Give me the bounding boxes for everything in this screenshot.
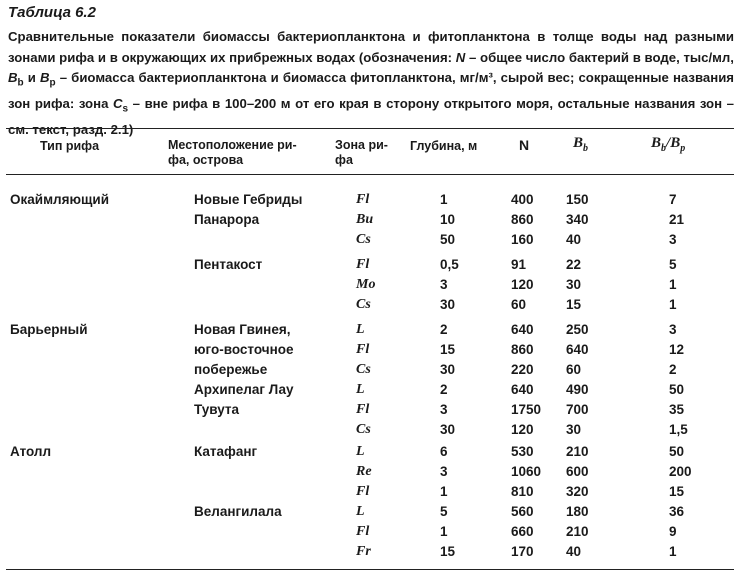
table-bottom-rule [6, 569, 734, 570]
location-label: Тувута [194, 402, 239, 417]
bb-cell: 30 [566, 277, 582, 292]
depth-cell: 30 [440, 297, 456, 312]
bb-cell: 600 [566, 464, 589, 479]
depth-cell: 6 [440, 444, 448, 459]
caption-text: – общее число бактерий в воде, тыс/мл, [465, 49, 734, 65]
bb-cell: 210 [566, 524, 589, 539]
zone-cell: L [356, 444, 365, 459]
location-label: Новая Гвинея, [194, 322, 291, 337]
ratio-cell: 1 [669, 297, 677, 312]
bb-cell: 180 [566, 504, 589, 519]
zone-cell: Fl [356, 402, 370, 417]
n-cell: 860 [511, 212, 534, 227]
caption-subscript: s [122, 103, 129, 115]
bb-cell: 40 [566, 232, 582, 247]
header-ratio-subscript: p [680, 143, 686, 154]
ratio-cell: 2 [669, 362, 677, 377]
n-cell: 91 [511, 257, 527, 272]
header-zone-line: Зона ри- [335, 138, 388, 152]
depth-cell: 30 [440, 422, 456, 437]
n-cell: 1060 [511, 464, 542, 479]
header-ratio [651, 136, 685, 156]
ratio-cell: 15 [669, 484, 685, 499]
bb-cell: 250 [566, 322, 589, 337]
zone-cell: Fl [356, 192, 370, 207]
header-bb-subscript: b [583, 143, 589, 154]
n-cell: 560 [511, 504, 534, 519]
ratio-cell: 50 [669, 444, 685, 459]
zone-cell: Fl [356, 257, 370, 272]
ratio-cell: 9 [669, 524, 677, 539]
zone-cell: Cs [356, 297, 371, 312]
zone-cell: Re [356, 464, 372, 479]
ratio-cell: 200 [669, 464, 692, 479]
depth-cell: 3 [440, 277, 448, 292]
zone-cell: L [356, 382, 365, 397]
bb-cell: 640 [566, 342, 589, 357]
location-label: юго-восточное [194, 342, 294, 357]
location-label: Катафанг [194, 444, 258, 459]
location-label: Велангилала [194, 504, 282, 519]
n-cell: 640 [511, 322, 534, 337]
ratio-cell: 36 [669, 504, 685, 519]
zone-cell: Mo [356, 277, 376, 292]
location-label: Панарора [194, 212, 260, 227]
depth-cell: 5 [440, 504, 448, 519]
ratio-cell: 5 [669, 257, 677, 272]
zone-cell: Cs [356, 362, 371, 377]
depth-cell: 2 [440, 322, 448, 337]
zone-cell: Fl [356, 524, 370, 539]
header-bb-symbol: B [573, 135, 584, 151]
depth-cell: 15 [440, 342, 456, 357]
zone-cell: Fr [356, 544, 371, 559]
n-cell: 220 [511, 362, 534, 377]
depth-cell: 10 [440, 212, 456, 227]
n-cell: 1750 [511, 402, 542, 417]
n-cell: 60 [511, 297, 527, 312]
ratio-cell: 21 [669, 212, 685, 227]
ratio-cell: 3 [669, 232, 677, 247]
depth-cell: 3 [440, 402, 448, 417]
caption-text: – вне рифа в 100–200 м от его края в сторону открытого моря, остальные названия зон – см. текст, разд. 2.1) [8, 96, 734, 138]
n-cell: 160 [511, 232, 534, 247]
header-location-line: фа, острова [168, 153, 244, 167]
table-header-rule [6, 174, 734, 175]
n-cell: 660 [511, 524, 534, 539]
table-number: Таблица 6.2 [8, 4, 96, 21]
depth-cell: 50 [440, 232, 456, 247]
bb-cell: 320 [566, 484, 589, 499]
depth-cell: 1 [440, 524, 448, 539]
depth-cell: 2 [440, 382, 448, 397]
header-bb [573, 136, 588, 156]
header-location-line: Местоположение ри- [168, 138, 297, 152]
n-cell: 120 [511, 277, 534, 292]
n-cell: 810 [511, 484, 534, 499]
header-ratio-symbol: B [670, 135, 681, 151]
location-label: Пентакост [194, 257, 263, 272]
ratio-cell: 1 [669, 544, 677, 559]
caption-text: Сравнительные показатели биомассы бактериопланктона и фитопланктона в толще воды над разными зонами рифа и в окружающих их прибрежных водах (обозначения: [8, 29, 734, 65]
bb-cell: 700 [566, 402, 589, 417]
depth-cell: 1 [440, 484, 448, 499]
location-label: Архипелаг Лау [194, 382, 294, 397]
n-cell: 170 [511, 544, 534, 559]
n-cell: 860 [511, 342, 534, 357]
ratio-cell: 7 [669, 192, 677, 207]
ratio-cell: 1 [669, 277, 677, 292]
ratio-cell: 50 [669, 382, 685, 397]
location-label: побережье [194, 362, 268, 377]
zone-cell: Bu [356, 212, 374, 227]
n-cell: 400 [511, 192, 534, 207]
ratio-cell: 12 [669, 342, 685, 357]
header-n: N [519, 137, 530, 153]
header-ratio-slash: / [666, 135, 671, 151]
depth-cell: 0,5 [440, 257, 459, 272]
caption-symbol-bp: B [39, 70, 50, 85]
reef-type-label: Барьерный [10, 322, 88, 337]
depth-cell: 30 [440, 362, 456, 377]
bb-cell: 30 [566, 422, 582, 437]
header-location [168, 138, 297, 168]
caption-symbol-cs: C [112, 96, 123, 112]
caption-subscript: p [49, 77, 56, 89]
zone-cell: Cs [356, 422, 371, 437]
bb-cell: 22 [566, 257, 582, 272]
caption-text: и [23, 70, 40, 85]
zone-cell: Cs [356, 232, 371, 247]
header-reef-type: Тип рифа [40, 139, 100, 153]
reef-type-label: Окаймляющий [10, 192, 110, 207]
bb-cell: 40 [566, 544, 582, 559]
reef-type-label: Атолл [10, 444, 52, 459]
bb-cell: 150 [566, 192, 589, 207]
zone-cell: L [356, 322, 365, 337]
depth-cell: 15 [440, 544, 456, 559]
location-label: Новые Гебриды [194, 192, 303, 207]
table-caption [8, 27, 734, 141]
header-ratio-subscript: b [661, 143, 667, 154]
ratio-cell: 3 [669, 322, 677, 337]
header-zone [335, 138, 388, 168]
bb-cell: 340 [566, 212, 589, 227]
caption-subscript: b [17, 77, 24, 89]
bb-cell: 60 [566, 362, 582, 377]
caption-symbol-n: N [455, 49, 466, 65]
ratio-cell: 1,5 [669, 422, 688, 437]
depth-cell: 1 [440, 192, 448, 207]
header-zone-line: фа [335, 153, 353, 167]
depth-cell: 3 [440, 464, 448, 479]
bb-cell: 210 [566, 444, 589, 459]
zone-cell: L [356, 504, 365, 519]
zone-cell: Fl [356, 484, 370, 499]
ratio-cell: 35 [669, 402, 685, 417]
header-depth: Глубина, м [410, 139, 478, 153]
bb-cell: 490 [566, 382, 589, 397]
table-top-rule [6, 128, 734, 129]
n-cell: 640 [511, 382, 534, 397]
zone-cell: Fl [356, 342, 370, 357]
caption-text: – биомасса бактериопланктона и биомасса фитопланктона, мг/м³, сырой вес; сокращенные названия зон рифа: зона [8, 70, 735, 112]
caption-symbol-bb: B [8, 70, 18, 85]
bb-cell: 15 [566, 297, 582, 312]
n-cell: 530 [511, 444, 534, 459]
header-ratio-symbol: B [651, 135, 662, 151]
n-cell: 120 [511, 422, 534, 437]
